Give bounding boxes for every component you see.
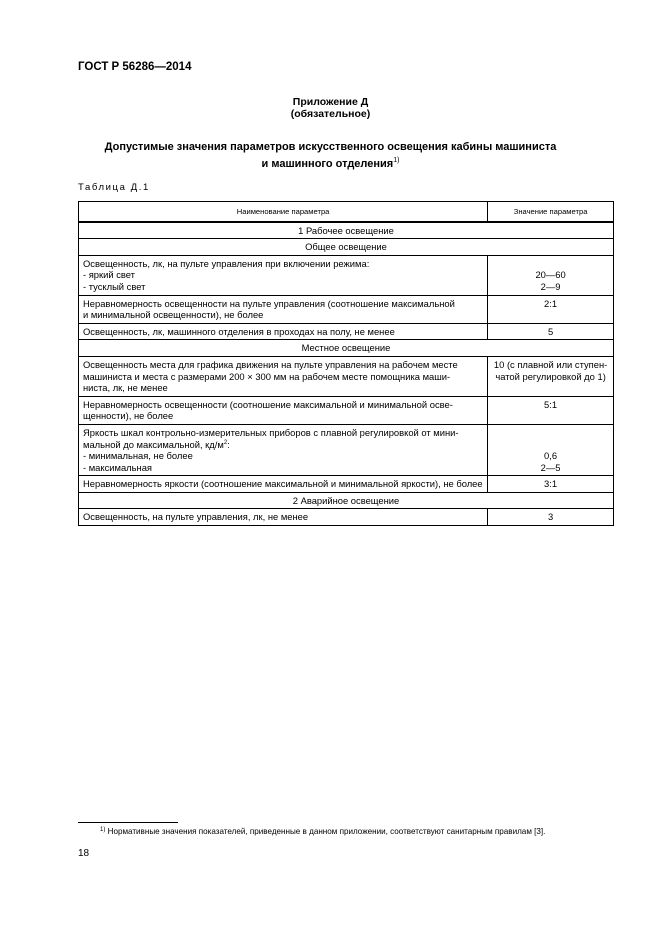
parameter-cell: Неравномерность яркости (соотношение максимальной и минимальной яркости), не более [79,476,488,493]
section-row [79,222,614,239]
section-working-lighting: 1 Рабочее освещение [79,222,614,239]
column-header-value: Значение параметра [488,202,614,222]
value-line: 20—60 [535,269,566,281]
footnote-text: Нормативные значения показателей, приведенные в данном приложении, соответствуют санитарным правилам [3]. [107,827,546,836]
subsection-general-lighting: Общее освещение [79,239,614,256]
value-cell [488,255,614,295]
appendix-title-line2 [0,154,661,172]
section-row [79,492,614,509]
table-header-row [79,202,614,222]
table-label: Таблица Д.1 [78,182,150,193]
subsection-local-lighting: Местное освещение [79,340,614,357]
value-line: 10 (с плавной или ступен- [493,358,608,370]
parameter-line: и минимальной освещенности), не более [83,309,264,321]
value-cell: 5 [488,323,614,340]
footnote-separator [78,822,178,823]
parameter-line: ниста, лк, не менее [83,382,168,394]
unit-superscript: 2 [223,439,228,446]
parameter-line: - тусклый свет [83,280,146,292]
parameter-cell [79,295,488,323]
value-cell: 3 [488,509,614,526]
value-line: чатой регулировкой до 1) [495,370,606,382]
parameter-line: Освещенность, лк, на пульте управления при включении режима: [83,257,370,269]
table-row [79,255,614,295]
parameter-cell: Освещенность, лк, машинного отделения в проходах на полу, не менее [79,323,488,340]
parameter-cell: Освещенность, на пульте управления, лк, не менее [79,509,488,526]
appendix-title-line1: Допустимые значения параметров искусственного освещения кабины машиниста [104,141,557,153]
title-footnote-mark: 1) [393,157,400,164]
table-row [79,424,614,475]
page-number: 18 [78,848,90,859]
value-line: 0,6 [544,450,558,462]
parameters-table [78,201,614,526]
value-cell: 3:1 [488,476,614,493]
appendix-name: Приложение Д [292,96,369,108]
parameter-line: Яркость шкал контрольно-измерительных приборов с плавной регулировкой от мини- [83,426,459,438]
value-line: 2—9 [540,280,561,292]
table-row [79,295,614,323]
table-row [79,509,614,526]
parameter-cell [79,356,488,396]
parameter-line: Освещенность места для графика движения на пульте управления на рабочем месте [83,358,458,370]
parameter-line: - яркий свет [83,269,135,281]
column-header-parameter: Наименование параметра [79,202,488,222]
table-row [79,476,614,493]
parameter-line: машиниста и места с размерами 200 × 300 мм на рабочем месте помощника маши- [83,370,451,382]
table-row [79,323,614,340]
parameter-cell [79,396,488,424]
value-cell [488,424,614,475]
appendix-status: (обязательное) [290,108,371,120]
unit-colon: : [227,438,230,450]
parameter-cell [79,255,488,295]
parameter-line: - максимальная [83,461,152,473]
parameter-cell [79,424,488,475]
footnote-mark: 1) [100,827,106,833]
value-cell: 5:1 [488,396,614,424]
unit-text: мальной до максимальной, кд/м [83,438,224,450]
section-emergency-lighting: 2 Аварийное освещение [79,492,614,509]
parameter-line [83,439,483,451]
subsection-row [79,340,614,357]
subsection-row [79,239,614,256]
document-header: ГОСТ Р 56286—2014 [78,61,192,73]
parameter-line: Неравномерность освещенности (соотношение максимальной и минимальной осве- [83,398,453,410]
footnote [100,827,545,836]
parameter-line: Неравномерность освещенности на пульте управления (соотношение максимальной [83,297,455,309]
value-line: 2—5 [540,461,561,473]
title-text: и машинного отделения [261,158,394,170]
value-cell [488,356,614,396]
parameter-line: щенности), не более [83,410,174,422]
table-row [79,356,614,396]
value-cell: 2:1 [488,295,614,323]
parameter-line: - минимальная, не более [83,450,193,462]
table-row [79,396,614,424]
